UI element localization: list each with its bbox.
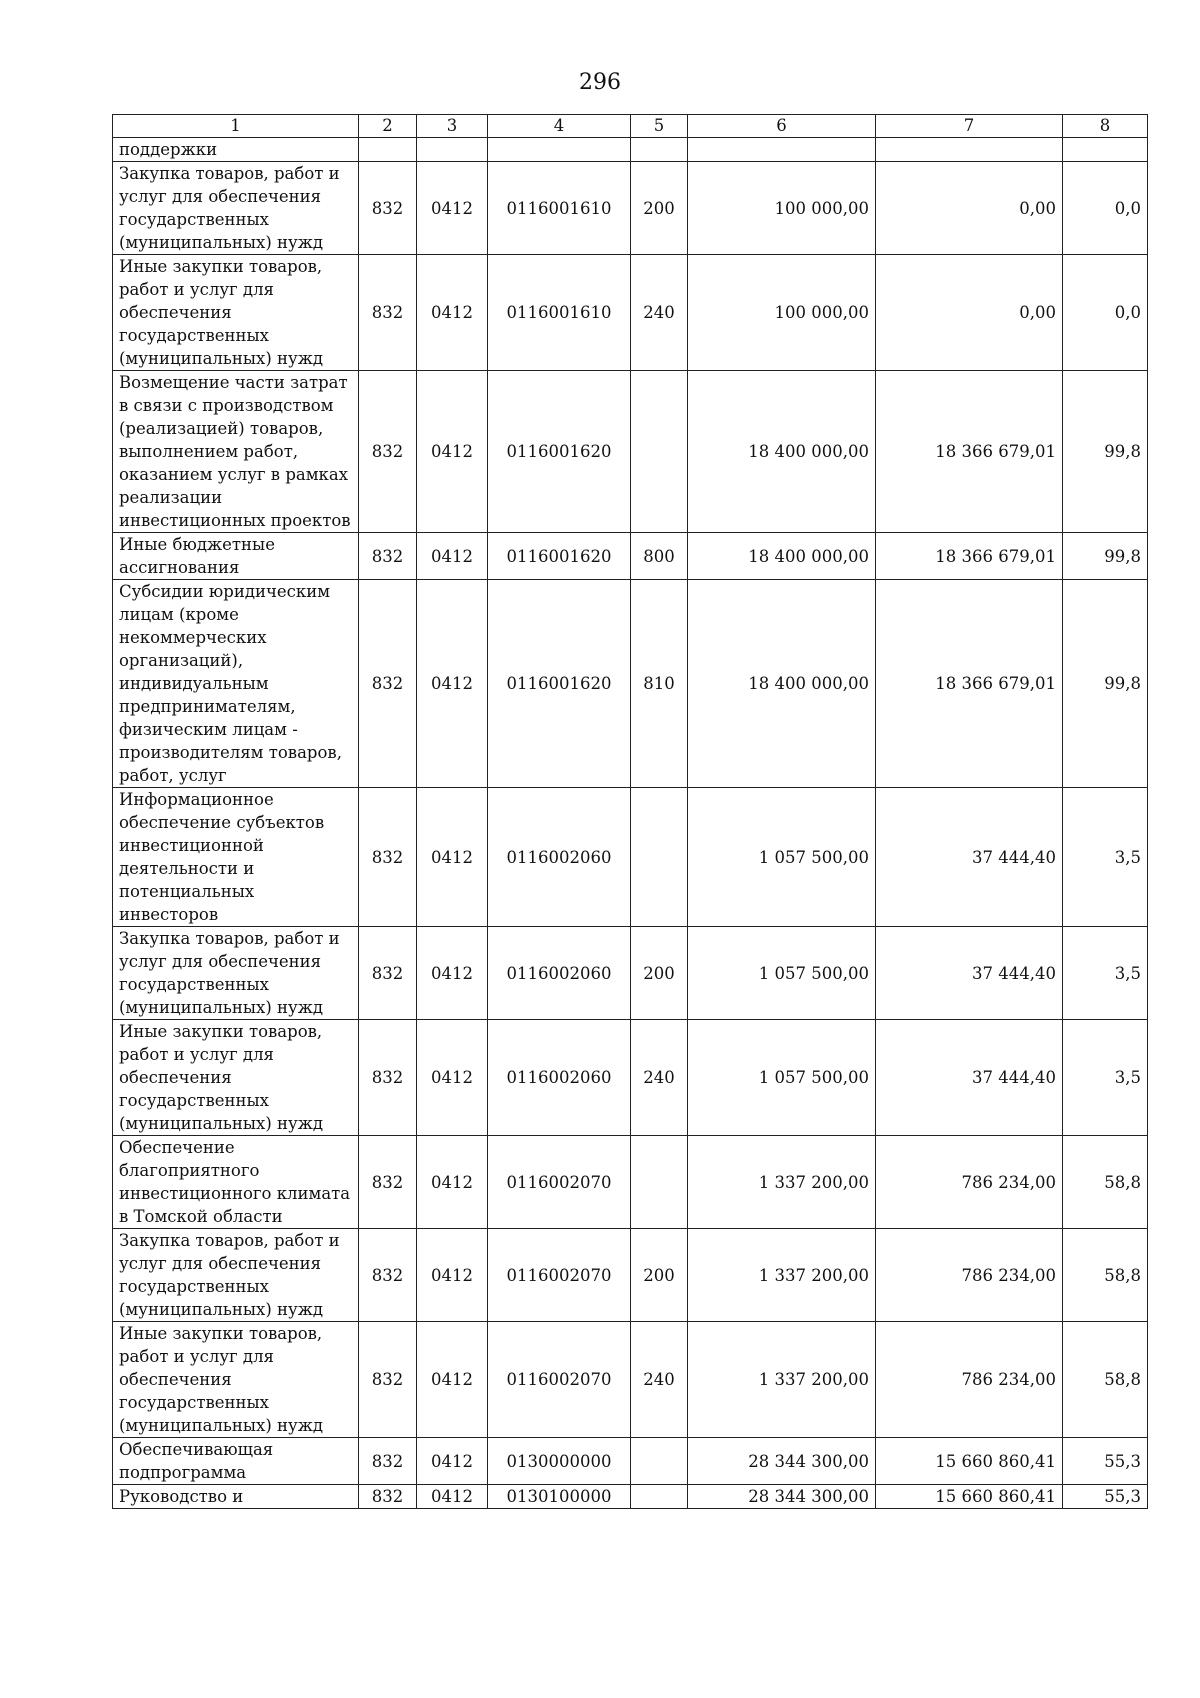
table-row (113, 1438, 1148, 1485)
item-name-cell: Иные закупки товаров, работ и услуг для обеспечения государственных (муниципальных) нужд (113, 255, 359, 371)
section-code-cell: 0412 (417, 1136, 488, 1229)
expense-type-cell: 200 (631, 1229, 688, 1322)
executed-amount-cell: 37 444,40 (876, 927, 1063, 1020)
planned-amount-cell: 18 400 000,00 (688, 533, 876, 580)
executed-amount-cell: 0,00 (876, 255, 1063, 371)
planned-amount-cell: 1 057 500,00 (688, 788, 876, 927)
target-article-cell: 0116001620 (488, 371, 631, 533)
planned-amount-cell: 18 400 000,00 (688, 371, 876, 533)
ministry-code-cell: 832 (359, 255, 417, 371)
target-article-cell: 0116002060 (488, 927, 631, 1020)
target-article-cell: 0116002070 (488, 1229, 631, 1322)
section-code-cell: 0412 (417, 1485, 488, 1509)
section-code-cell: 0412 (417, 162, 488, 255)
executed-amount-cell: 0,00 (876, 162, 1063, 255)
planned-amount-cell (688, 138, 876, 162)
expense-type-cell (631, 371, 688, 533)
expense-type-cell (631, 1438, 688, 1485)
ministry-code-cell: 832 (359, 1485, 417, 1509)
item-name-cell: поддержки (113, 138, 359, 162)
table-row (113, 138, 1148, 162)
ministry-code-cell: 832 (359, 162, 417, 255)
table-row (113, 162, 1148, 255)
target-article-cell: 0116002060 (488, 1020, 631, 1136)
column-number-row (113, 115, 1148, 138)
executed-amount-cell: 18 366 679,01 (876, 533, 1063, 580)
ministry-code-cell: 832 (359, 1438, 417, 1485)
section-code-cell: 0412 (417, 533, 488, 580)
column-header: 7 (876, 115, 1063, 138)
section-code-cell: 0412 (417, 1229, 488, 1322)
executed-amount-cell: 18 366 679,01 (876, 371, 1063, 533)
table-row (113, 371, 1148, 533)
item-name-cell: Возмещение части затрат в связи с производством (реализацией) товаров, выполнением работ, оказанием услуг в рамках реализации инвестиционных проектов (113, 371, 359, 533)
column-header: 8 (1063, 115, 1148, 138)
item-name-cell: Иные закупки товаров, работ и услуг для обеспечения государственных (муниципальных) нужд (113, 1020, 359, 1136)
execution-percent-cell: 99,8 (1063, 580, 1148, 788)
item-name-cell: Закупка товаров, работ и услуг для обеспечения государственных (муниципальных) нужд (113, 162, 359, 255)
executed-amount-cell: 786 234,00 (876, 1136, 1063, 1229)
planned-amount-cell: 1 057 500,00 (688, 927, 876, 1020)
ministry-code-cell: 832 (359, 1020, 417, 1136)
section-code-cell: 0412 (417, 255, 488, 371)
ministry-code-cell: 832 (359, 533, 417, 580)
target-article-cell: 0116001620 (488, 580, 631, 788)
execution-percent-cell: 58,8 (1063, 1229, 1148, 1322)
table-row (113, 1229, 1148, 1322)
executed-amount-cell: 37 444,40 (876, 1020, 1063, 1136)
ministry-code-cell: 832 (359, 1322, 417, 1438)
planned-amount-cell: 28 344 300,00 (688, 1485, 876, 1509)
section-code-cell: 0412 (417, 1322, 488, 1438)
execution-percent-cell: 99,8 (1063, 533, 1148, 580)
execution-percent-cell (1063, 138, 1148, 162)
planned-amount-cell: 100 000,00 (688, 162, 876, 255)
ministry-code-cell: 832 (359, 1229, 417, 1322)
execution-percent-cell: 3,5 (1063, 927, 1148, 1020)
ministry-code-cell: 832 (359, 927, 417, 1020)
target-article-cell (488, 138, 631, 162)
ministry-code-cell: 832 (359, 371, 417, 533)
item-name-cell: Иные бюджетные ассигнования (113, 533, 359, 580)
column-header: 2 (359, 115, 417, 138)
ministry-code-cell: 832 (359, 788, 417, 927)
column-header: 1 (113, 115, 359, 138)
item-name-cell: Обеспечение благоприятного инвестиционного климата в Томской области (113, 1136, 359, 1229)
section-code-cell: 0412 (417, 1438, 488, 1485)
planned-amount-cell: 18 400 000,00 (688, 580, 876, 788)
expense-type-cell: 240 (631, 255, 688, 371)
table-row (113, 927, 1148, 1020)
table-row (113, 1136, 1148, 1229)
planned-amount-cell: 1 337 200,00 (688, 1229, 876, 1322)
target-article-cell: 0116002070 (488, 1322, 631, 1438)
execution-percent-cell: 3,5 (1063, 788, 1148, 927)
target-article-cell: 0116002070 (488, 1136, 631, 1229)
section-code-cell: 0412 (417, 1020, 488, 1136)
ministry-code-cell (359, 138, 417, 162)
executed-amount-cell: 15 660 860,41 (876, 1438, 1063, 1485)
executed-amount-cell: 18 366 679,01 (876, 580, 1063, 788)
executed-amount-cell: 786 234,00 (876, 1322, 1063, 1438)
expense-type-cell (631, 788, 688, 927)
target-article-cell: 0116001610 (488, 162, 631, 255)
expense-type-cell: 200 (631, 162, 688, 255)
expense-type-cell (631, 138, 688, 162)
expense-type-cell: 240 (631, 1322, 688, 1438)
expense-type-cell: 810 (631, 580, 688, 788)
planned-amount-cell: 1 337 200,00 (688, 1136, 876, 1229)
table-row (113, 255, 1148, 371)
item-name-cell: Закупка товаров, работ и услуг для обеспечения государственных (муниципальных) нужд (113, 1229, 359, 1322)
expense-type-cell: 240 (631, 1020, 688, 1136)
expense-type-cell: 800 (631, 533, 688, 580)
section-code-cell: 0412 (417, 580, 488, 788)
planned-amount-cell: 1 057 500,00 (688, 1020, 876, 1136)
table-row (113, 533, 1148, 580)
table-row (113, 580, 1148, 788)
executed-amount-cell: 786 234,00 (876, 1229, 1063, 1322)
executed-amount-cell: 15 660 860,41 (876, 1485, 1063, 1509)
item-name-cell: Обеспечивающая подпрограмма (113, 1438, 359, 1485)
expense-type-cell: 200 (631, 927, 688, 1020)
planned-amount-cell: 28 344 300,00 (688, 1438, 876, 1485)
target-article-cell: 0116002060 (488, 788, 631, 927)
execution-percent-cell: 58,8 (1063, 1322, 1148, 1438)
column-header: 3 (417, 115, 488, 138)
budget-table (112, 114, 1148, 1509)
section-code-cell: 0412 (417, 788, 488, 927)
table-row (113, 1485, 1148, 1509)
column-header: 4 (488, 115, 631, 138)
target-article-cell: 0116001620 (488, 533, 631, 580)
item-name-cell: Закупка товаров, работ и услуг для обеспечения государственных (муниципальных) нужд (113, 927, 359, 1020)
table-row (113, 1020, 1148, 1136)
table-row (113, 1322, 1148, 1438)
item-name-cell: Руководство и (113, 1485, 359, 1509)
execution-percent-cell: 58,8 (1063, 1136, 1148, 1229)
page-number: 296 (579, 70, 621, 95)
execution-percent-cell: 55,3 (1063, 1485, 1148, 1509)
execution-percent-cell: 55,3 (1063, 1438, 1148, 1485)
item-name-cell: Иные закупки товаров, работ и услуг для обеспечения государственных (муниципальных) нужд (113, 1322, 359, 1438)
item-name-cell: Субсидии юридическим лицам (кроме некоммерческих организаций), индивидуальным предпринимателям, физическим лицам - производителям товаров, работ, услуг (113, 580, 359, 788)
expense-type-cell (631, 1136, 688, 1229)
target-article-cell: 0130000000 (488, 1438, 631, 1485)
item-name-cell: Информационное обеспечение субъектов инвестиционной деятельности и потенциальных инвесторов (113, 788, 359, 927)
ministry-code-cell: 832 (359, 1136, 417, 1229)
column-header: 5 (631, 115, 688, 138)
execution-percent-cell: 3,5 (1063, 1020, 1148, 1136)
execution-percent-cell: 99,8 (1063, 371, 1148, 533)
execution-percent-cell: 0,0 (1063, 162, 1148, 255)
planned-amount-cell: 100 000,00 (688, 255, 876, 371)
execution-percent-cell: 0,0 (1063, 255, 1148, 371)
planned-amount-cell: 1 337 200,00 (688, 1322, 876, 1438)
target-article-cell: 0130100000 (488, 1485, 631, 1509)
target-article-cell: 0116001610 (488, 255, 631, 371)
section-code-cell (417, 138, 488, 162)
expense-type-cell (631, 1485, 688, 1509)
table-row (113, 788, 1148, 927)
column-header: 6 (688, 115, 876, 138)
executed-amount-cell (876, 138, 1063, 162)
section-code-cell: 0412 (417, 371, 488, 533)
executed-amount-cell: 37 444,40 (876, 788, 1063, 927)
ministry-code-cell: 832 (359, 580, 417, 788)
section-code-cell: 0412 (417, 927, 488, 1020)
